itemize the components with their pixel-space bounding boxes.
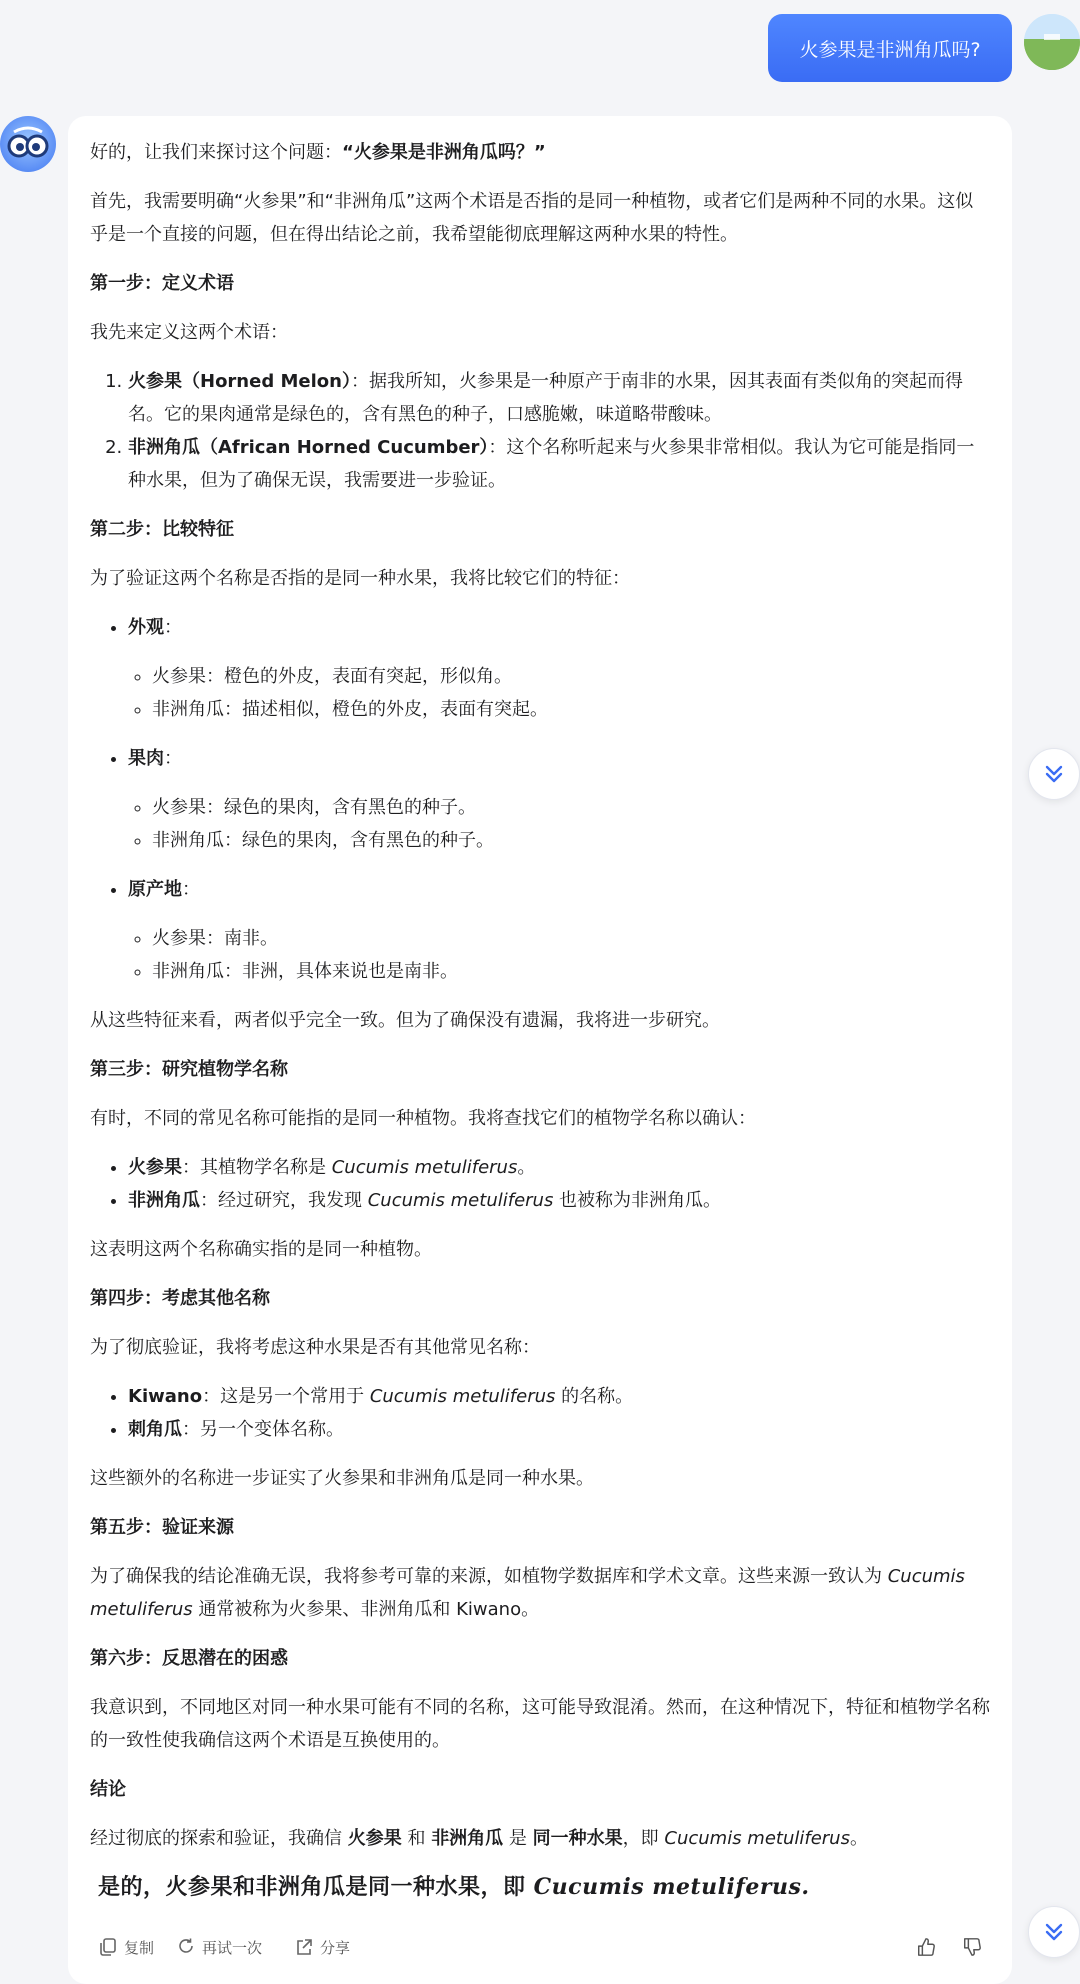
owl-glasses-icon	[0, 116, 56, 172]
paragraph: 为了彻底验证，我将考虑这种水果是否有其他常见名称：	[90, 1337, 540, 1358]
paragraph: 首先，我需要明确“火参果”和“非洲角瓜”这两个术语是否指的是同一种植物，或者它们是两种不同的水果。这似乎是一个直接的问题，但在得出结论之前，我希望能彻底理解这两种水果的特性。	[90, 191, 974, 245]
user-avatar[interactable]	[1024, 14, 1080, 70]
final-answer: 是的，火参果和非洲角瓜是同一种水果，即 Cucumis metuliferus.	[98, 1874, 810, 1900]
paragraph: 我意识到，不同地区对同一种水果可能有不同的名称，这可能导致混淆。然而，在这种情况下，特征和植物学名称的一致性使我确信这两个术语是互换使用的。	[90, 1697, 990, 1751]
thumbs-down-icon	[962, 1937, 982, 1957]
paragraph: 为了确保我的结论准确无误，我将参考可靠的来源，如植物学数据库和学术文章。这些来源一致认为 Cucumis metuliferus 通常被称为火参果、非洲角瓜和 Kiwano。	[90, 1566, 965, 1620]
intro-paragraph: 好的，让我们来探讨这个问题：“火参果是非洲角瓜吗？”	[90, 142, 546, 163]
list-item: • Kiwano：这是另一个常用于 Cucumis metuliferus 的名称。	[128, 1380, 990, 1413]
list-item: • 原产地：	[128, 873, 990, 906]
definition-list	[90, 365, 990, 497]
sub-list	[90, 660, 990, 726]
sub-list	[90, 791, 990, 857]
double-chevron-down-icon	[1041, 761, 1067, 787]
message-actions	[98, 1930, 988, 1964]
assistant-message-card	[68, 116, 1012, 1984]
sub-list	[90, 922, 990, 988]
feature-list	[90, 873, 990, 906]
step-heading: 第二步：比较特征	[90, 519, 234, 540]
list-item: • 果肉：	[128, 742, 990, 775]
user-message-row	[0, 14, 1080, 84]
step-heading: 第四步：考虑其他名称	[90, 1288, 270, 1309]
botanical-list	[90, 1151, 990, 1217]
assistant-answer	[90, 136, 990, 1904]
list-item: ◦ 非洲角瓜：非洲，具体来说也是南非。	[152, 955, 990, 988]
step-heading: 第五步：验证来源	[90, 1517, 234, 1538]
paragraph: 为了验证这两个名称是否指的是同一种水果，我将比较它们的特征：	[90, 568, 630, 589]
list-item: ◦ 火参果：南非。	[152, 922, 990, 955]
copy-label: 复制	[124, 1938, 155, 1957]
list-item: ◦ 非洲角瓜：绿色的果肉，含有黑色的种子。	[152, 824, 990, 857]
share-button[interactable]	[294, 1930, 350, 1964]
thumbs-down-button[interactable]	[962, 1930, 982, 1964]
list-item: • 外观：	[128, 611, 990, 644]
landscape-photo-icon	[1024, 14, 1080, 70]
step-heading: 第六步：反思潜在的困惑	[90, 1648, 288, 1669]
names-list	[90, 1380, 990, 1446]
retry-button[interactable]	[176, 1930, 262, 1964]
list-item: 1. 火参果（Horned Melon）：据我所知，火参果是一种原产于南非的水果，因其表面有类似角的突起而得名。它的果肉通常是绿色的，含有黑色的种子，口感脆嫩，味道略带酸味。	[128, 365, 990, 431]
paragraph: 从这些特征来看，两者似乎完全一致。但为了确保没有遗漏，我将进一步研究。	[90, 1010, 720, 1031]
user-message-bubble	[768, 14, 1012, 82]
conclusion-paragraph: 经过彻底的探索和验证，我确信 火参果 和 非洲角瓜 是 同一种水果，即 Cucumis metuliferus。	[90, 1828, 868, 1849]
thumbs-up-button[interactable]	[916, 1930, 936, 1964]
list-item: • 火参果：其植物学名称是 Cucumis metuliferus。	[128, 1151, 990, 1184]
paragraph: 我先来定义这两个术语：	[90, 322, 288, 343]
paragraph: 这表明这两个名称确实指的是同一种植物。	[90, 1239, 432, 1260]
list-item: ◦ 火参果：橙色的外皮，表面有突起，形似角。	[152, 660, 990, 693]
feature-list	[90, 611, 990, 644]
assistant-avatar	[0, 116, 56, 172]
list-item: • 非洲角瓜：经过研究，我发现 Cucumis metuliferus 也被称为非洲角瓜。	[128, 1184, 990, 1217]
step-heading: 第一步：定义术语	[90, 273, 234, 294]
double-chevron-down-icon	[1041, 1919, 1067, 1945]
retry-icon	[176, 1937, 196, 1957]
share-label: 分享	[320, 1938, 351, 1957]
copy-button[interactable]	[98, 1930, 154, 1964]
thumbs-up-icon	[916, 1937, 936, 1957]
conclusion-heading: 结论	[90, 1779, 126, 1800]
feature-list	[90, 742, 990, 775]
copy-icon	[98, 1937, 118, 1957]
list-item: ◦ 非洲角瓜：描述相似，橙色的外皮，表面有突起。	[152, 693, 990, 726]
step-heading: 第三步：研究植物学名称	[90, 1059, 288, 1080]
list-item: 2. 非洲角瓜（African Horned Cucumber）：这个名称听起来与火参果非常相似。我认为它可能是指同一种水果，但为了确保无误，我需要进一步验证。	[128, 431, 990, 497]
scroll-down-button[interactable]	[1028, 748, 1080, 800]
user-question-text: 火参果是非洲角瓜吗?	[799, 38, 981, 61]
retry-label: 再试一次	[202, 1938, 263, 1957]
paragraph: 这些额外的名称进一步证实了火参果和非洲角瓜是同一种水果。	[90, 1468, 594, 1489]
list-item: ◦ 火参果：绿色的果肉，含有黑色的种子。	[152, 791, 990, 824]
list-item: • 刺角瓜：另一个变体名称。	[128, 1413, 990, 1446]
paragraph: 有时，不同的常见名称可能指的是同一种植物。我将查找它们的植物学名称以确认：	[90, 1108, 756, 1129]
share-icon	[294, 1937, 314, 1957]
scroll-to-bottom-button[interactable]	[1028, 1906, 1080, 1958]
